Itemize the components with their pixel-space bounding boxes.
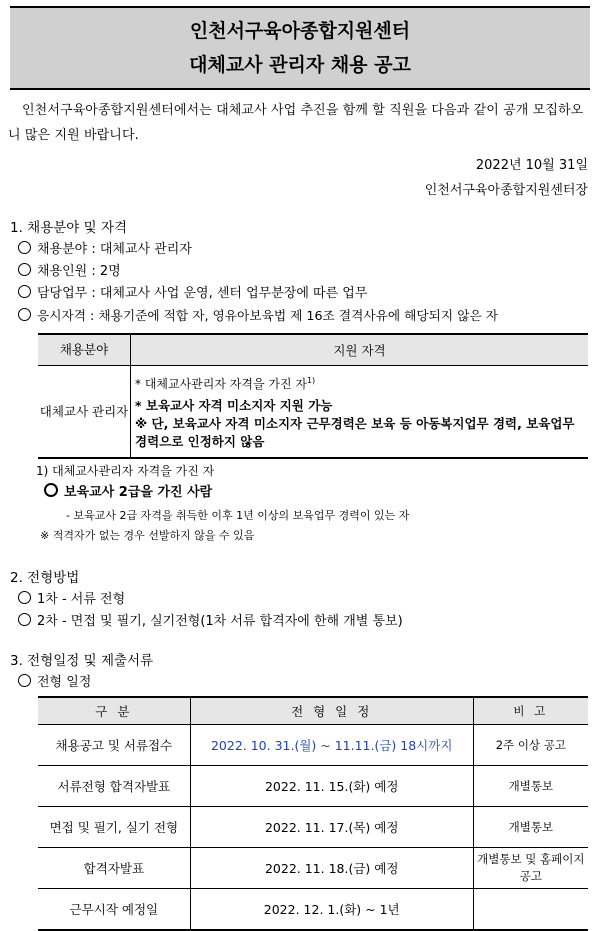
qualification-line: ※ 단, 보육교사 자격 미소지자 근무경력은 보육 등 아동복지업무 경력, 보육업무 경력으로 인정하지 않음 [135,416,575,449]
section-3-heading: 3. 전형일정 및 제출서류 [10,653,154,669]
table-cell: 개별통보 [473,766,588,807]
table-cell: 채용공고 및 서류접수 [38,725,190,766]
table-row [38,366,588,459]
table-header-row [38,697,588,725]
section-2-heading: 2. 전형방법 [10,570,80,586]
footnote-note: ※ 적격자가 없는 경우 선발하지 않을 수 있음 [40,529,255,542]
table-header-row [38,334,588,366]
table-cell: 서류전형 합격자발표 [38,766,190,807]
field-cell: 대체교사 관리자 [38,366,131,459]
footnote-item: 보육교사 2급을 가진 사람 [44,483,212,503]
circle-bullet-icon [18,241,31,254]
footnote: 1) 대체교사관리자 자격을 가진 자 [36,464,215,478]
circle-bullet-icon [18,263,31,276]
column-header-field: 채용분야 [38,334,131,366]
announcement-date: 2022년 10월 31일 [475,158,588,173]
footnote-detail: - 보육교사 2급 자격을 취득한 이후 1년 이상의 보육업무 경력이 있는 자 [66,509,410,522]
column-header: 전 형 일 정 [190,697,473,725]
section-3-sub: 전형 일정 [18,673,91,693]
table-row [38,807,588,848]
section-2-item: 1차 - 서류 전형 [18,590,125,610]
table-cell: 2022. 11. 15.(화) 예정 [190,766,473,807]
table-cell: 근무시작 예정일 [38,889,190,931]
section-1-item: 채용분야 : 대체교사 관리자 [18,240,192,260]
title-box [10,6,590,90]
column-header: 비 고 [473,697,588,725]
table-cell: 2022. 11. 18.(금) 예정 [190,848,473,889]
qualification-table [38,333,588,459]
circle-bullet-icon [18,285,31,298]
section-1-heading: 1. 채용분야 및 자격 [10,220,128,236]
column-header-qualification: 지원 자격 [131,334,589,366]
table-cell: 면접 및 필기, 실기 전형 [38,807,190,848]
qualification-line: * 보육교사 자격 미소지자 지원 가능 [135,398,333,413]
section-2-item: 2차 - 면접 및 필기, 실기전형(1차 서류 합격자에 한해 개별 통보) [18,612,403,632]
column-header: 구 분 [38,697,190,725]
circle-bullet-icon [44,483,58,497]
section-1-item: 응시자격 : 채용기준에 적합 자, 영유아보육법 제 16조 결격사유에 해당되지 않은 자 [18,306,498,326]
table-cell: 2주 이상 공고 [473,725,588,766]
table-cell: 개별통보 및 홈페이지 공고 [473,848,588,889]
title-line-1: 인천서구육아종합지원센터 [189,20,411,42]
table-cell: 합격자발표 [38,848,190,889]
qualification-cell [131,366,589,459]
table-row [38,848,588,889]
table-cell: 2022. 10. 31.(월) ~ 11.11.(금) 18시까지 [190,725,473,766]
section-1-item: 채용인원 : 2명 [18,262,121,282]
organization-signature: 인천서구육아종합지원센터장 [424,183,588,198]
qualification-line: * 대체교사관리자 자격을 가진 자$^{1)}$ [135,376,316,391]
table-row [38,766,588,807]
section-1-item: 담당업무 : 대체교사 사업 운영, 센터 업무분장에 따른 업무 [18,284,367,304]
table-row [38,725,588,766]
circle-bullet-icon [18,674,31,687]
circle-bullet-icon [18,613,31,626]
title-line-2: 대체교사 관리자 채용 공고 [189,54,411,76]
intro-paragraph: 인천서구육아종합지원센터에서는 대체교사 사업 추진을 함께 할 직원을 다음과 같이 공개 모집하오니 많은 지원 바랍니다. [8,103,584,143]
schedule-table [38,696,588,931]
table-cell: 2022. 12. 1.(화) ~ 1년 [190,889,473,931]
table-cell: 개별통보 [473,807,588,848]
circle-bullet-icon [18,308,31,321]
circle-bullet-icon [18,591,31,604]
table-cell: 2022. 11. 17.(목) 예정 [190,807,473,848]
